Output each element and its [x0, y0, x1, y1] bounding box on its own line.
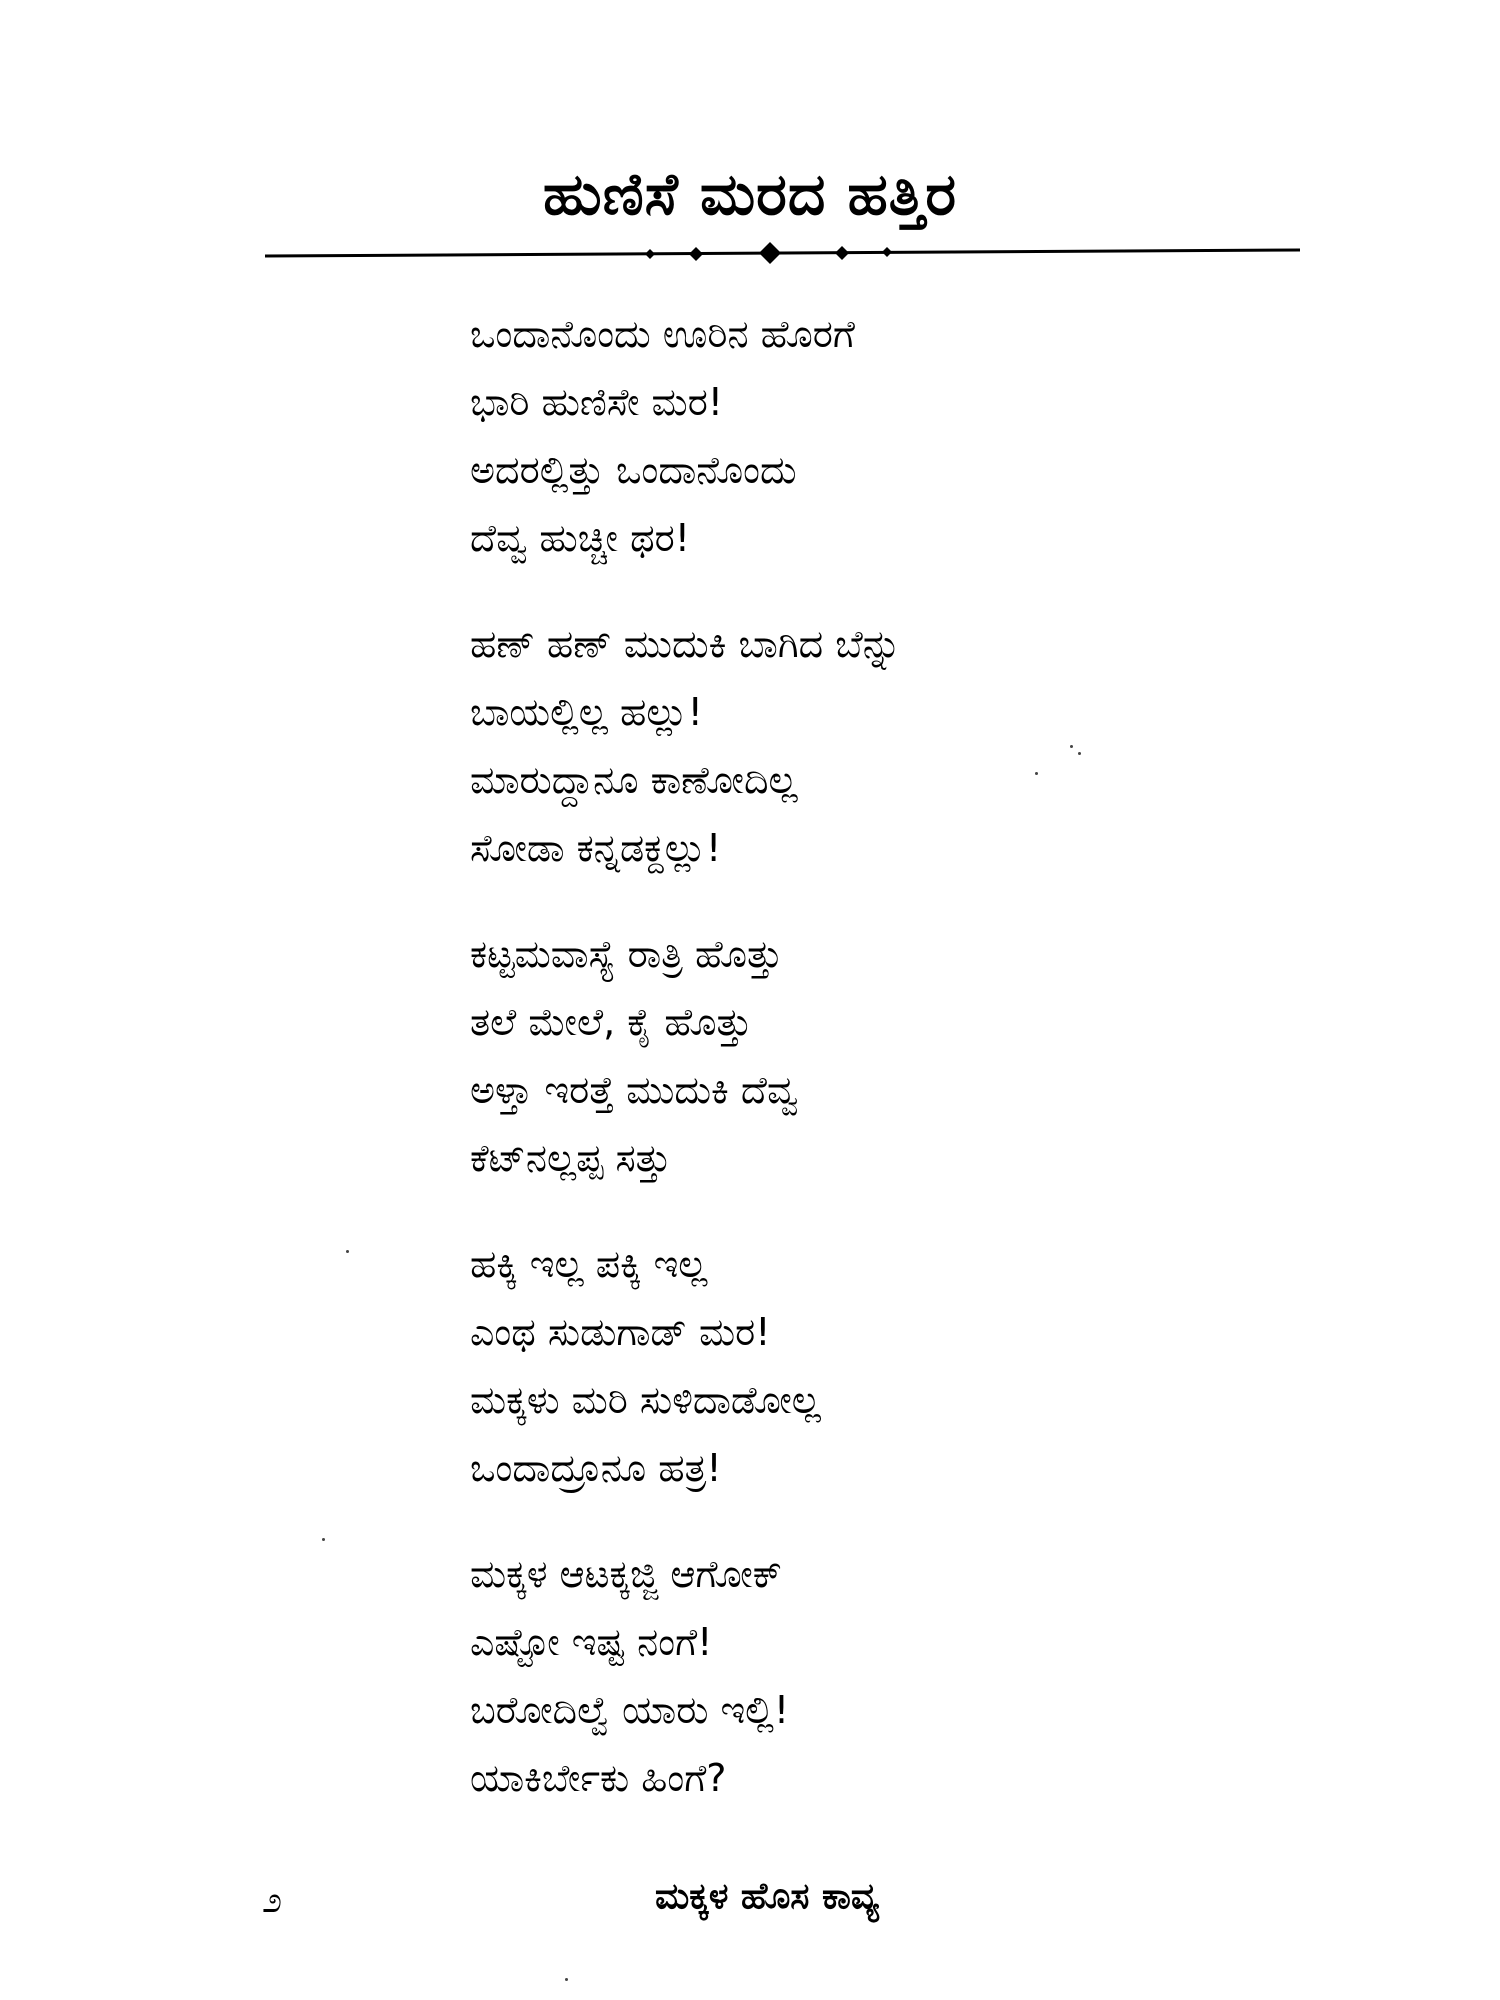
poem-line: ಸೋಡಾ ಕನ್ನಡಕ್ದಲ್ಲು!: [470, 826, 722, 870]
poem-line: ಅದರಲ್ಲಿತ್ತು ಒಂದಾನೊಂದು: [470, 448, 797, 492]
poem-line: ಅಳ್ತಾ ಇರತ್ತೆ ಮುದುಕಿ ದೆವ್ವ: [470, 1068, 799, 1112]
poem-line: ಕೆಟ್‌ನಲ್ಲಪ್ಪ ಸತ್ತು: [470, 1136, 672, 1180]
poem-line: ಬರೋದಿಲ್ವೆ ಯಾರು ಇಲ್ಲಿ!: [470, 1688, 790, 1732]
poem-line: ಕಟ್ಟಮವಾಸ್ಯೆ ರಾತ್ರಿ ಹೊತ್ತು: [470, 932, 783, 976]
poem-line: ಭಾರಿ ಹುಣಿಸೇ ಮರ!: [470, 380, 724, 424]
scan-speck: [565, 1978, 568, 1981]
scan-speck: [1035, 772, 1038, 775]
poem-line: ಮಕ್ಕಳ ಆಟಕ್ಕಜ್ಜಿ ಆಗೋಕ್: [470, 1552, 783, 1596]
scan-speck: [322, 1538, 325, 1541]
scan-speck: [1078, 752, 1081, 755]
stanza-3: [470, 920, 1230, 1192]
title-ornament-rule: [265, 238, 1300, 278]
poem-line: ಎಷ್ಟೋ ಇಷ್ಟ ನಂಗೆ!: [470, 1620, 713, 1664]
poem-line: ಮಕ್ಕಳು ಮರಿ ಸುಳಿದಾಡೋಲ್ಲ: [470, 1378, 821, 1422]
book-title-footer: ಮಕ್ಕಳ ಹೊಸ ಕಾವ್ಯ: [655, 1876, 879, 1917]
poem-line: ಒಂದಾದ್ರೂನೂ ಹತ್ರ!: [470, 1446, 722, 1490]
poem-line: ಹಕ್ಕಿ ಇಲ್ಲ ಪಕ್ಕಿ ಇಲ್ಲ: [470, 1242, 708, 1286]
scan-speck: [346, 1250, 349, 1253]
poem-line: ಒಂದಾನೊಂದು ಊರಿನ ಹೊರಗೆ: [470, 312, 855, 356]
scan-speck: [1070, 745, 1073, 748]
poem-line: ಬಾಯಲ್ಲಿಲ್ಲ ಹಲ್ಲು!: [470, 690, 703, 734]
poem-body: [470, 300, 1230, 1850]
poem-line: ದೆವ್ವ ಹುಚ್ಚೀ ಥರ!: [470, 516, 690, 560]
poem-line: ಯಾಕಿರ್ಬೇಕು ಹಿಂಗೆ?: [470, 1756, 727, 1800]
poem-line: ಮಾರುದ್ದಾನೂ ಕಾಣೋದಿಲ್ಲ: [470, 758, 798, 802]
poem-line: ತಲೆ ಮೇಲೆ, ಕೈ ಹೊತ್ತು: [470, 1000, 752, 1044]
page-number: ೨: [262, 1880, 283, 1921]
poem-line: ಎಂಥ ಸುಡುಗಾಡ್ ಮರ!: [470, 1310, 771, 1354]
stanza-4: [470, 1230, 1230, 1502]
poem-line: ಹಣ್ ಹಣ್ ಮುದುಕಿ ಬಾಗಿದ ಬೆನ್ನು: [470, 622, 902, 666]
poem-title: ಹುಣಿಸೆ ಮರದ ಹತ್ತಿರ: [542, 160, 958, 228]
stanza-5: [470, 1540, 1230, 1812]
stanza-2: [470, 610, 1230, 882]
stanza-1: [470, 300, 1230, 572]
